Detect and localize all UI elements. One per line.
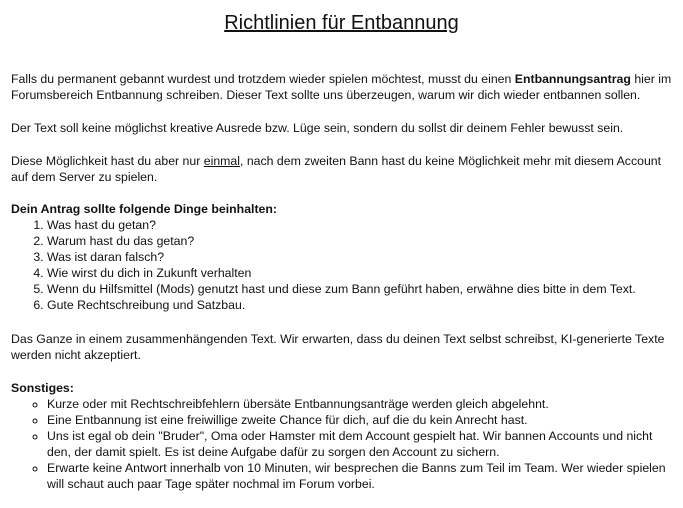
misc-list [11,396,675,492]
requirements-list [11,217,675,313]
intro-text-1: Falls du permanent gebannt wurdest und trotzdem wieder spielen möchtest, musst du einen [11,72,515,86]
list-item: 6. Gute Rechtschreibung und Satzbau. [47,297,675,313]
misc-section [11,380,675,492]
list-item: 5. Wenn du Hilfsmittel (Mods) genutzt hast und diese zum Bann geführt haben, erwähne dies bitte in dem Text. [47,281,675,297]
requirements-heading: Dein Antrag sollte folgende Dinge beinhalten: [11,202,277,216]
one-chance-text-1: Diese Möglichkeit hast du aber nur [11,154,204,168]
one-chance-paragraph [11,153,675,185]
intro-paragraph [11,71,675,103]
list-item: ◦ Eine Entbannung ist eine freiwillige zweite Chance für dich, auf die du kein Anrecht hast. [47,412,675,428]
awareness-paragraph: Der Text soll keine möglichst kreative Ausrede bzw. Lüge sein, sondern du sollst dir deinem Fehler bewusst sein. [11,121,624,135]
intro-bold-term: Entbannungsantrag [514,72,631,86]
one-chance-text-2: , nach dem zweiten Bann hast du keine Möglichkeit mehr mit diesem Account auf dem Server zu spielen. [11,154,662,184]
list-item: 3. Was ist daran falsch? [47,249,675,265]
misc-heading: Sonstiges: [11,381,74,395]
once-underlined: einmal [203,154,240,168]
list-item: ◦ Kurze oder mit Rechtschreibfehlern übersäte Entbannungsanträge werden gleich abgelehnt. [47,396,675,412]
list-item: ◦ Erwarte keine Antwort innerhalb von 10 Minuten, wir besprechen die Banns zum Teil im Team. Wer wieder spielen will schaut auch paar Tage später nochmal im Forum vorbei. [47,460,675,492]
requirements-section [11,201,675,313]
list-item: 2. Warum hast du das getan? [47,233,675,249]
text-requirements-paragraph: Das Ganze in einem zusammenhängenden Text. Wir erwarten, dass du deinen Text selbst schreibst, KI-generierte Texte werden nicht akzeptiert. [11,332,665,362]
list-item: ◦ Uns ist egal ob dein "Bruder", Oma oder Hamster mit dem Account gespielt hat. Wir bannen Accounts und nicht den, der damit spielt. Es ist deine Aufgabe dafür zu sorgen den Account zu sichern. [47,428,675,460]
page-title: Richtlinien für Entbannung [224,12,459,34]
intro-text-2: hier im Forumsbereich Entbannung schreiben. Dieser Text sollte uns überzeugen, warum wir dich wieder entbannen sollen. [11,72,672,102]
list-item: 4. Wie wirst du dich in Zukunft verhalten [47,265,675,281]
list-item: 1. Was hast du getan? [47,217,675,233]
